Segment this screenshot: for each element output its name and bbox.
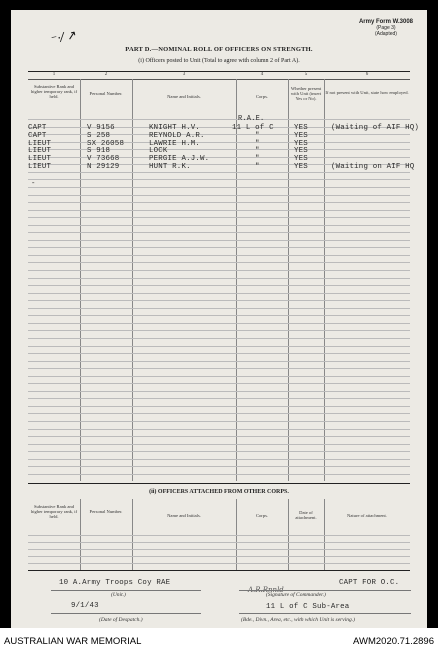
row-corps: " bbox=[255, 147, 260, 156]
unit-value: 10 A.Army Troops Coy RAE bbox=[59, 579, 171, 587]
row-rule bbox=[28, 383, 410, 384]
row-rule bbox=[28, 315, 410, 316]
officers-posted-grid bbox=[28, 79, 410, 481]
row-name: PERGIE A.J.W. bbox=[149, 155, 210, 164]
row-name: HUNT R.K. bbox=[149, 163, 191, 171]
row-rule bbox=[28, 549, 410, 550]
row-rule bbox=[28, 398, 410, 399]
row-rule bbox=[28, 157, 410, 158]
row-rank: LIEUT bbox=[28, 139, 52, 148]
row-rule bbox=[28, 142, 410, 143]
row-rank: CAPT bbox=[28, 131, 47, 140]
row-rule bbox=[28, 179, 410, 180]
attached-header-nature: Nature of attachment. bbox=[347, 513, 387, 518]
attached-header-personal: Personal Number. bbox=[89, 509, 123, 514]
row-rule bbox=[28, 556, 410, 557]
row-corps: " bbox=[255, 131, 260, 140]
row-rank: CAPT bbox=[28, 124, 47, 132]
row-rule bbox=[28, 376, 410, 377]
archive-footer bbox=[0, 628, 438, 653]
col-num-5: 5 bbox=[304, 72, 308, 77]
row-number: S 258 bbox=[87, 131, 111, 140]
row-rule bbox=[28, 542, 410, 543]
row-rule bbox=[28, 368, 410, 369]
row-rule bbox=[28, 451, 410, 452]
row-number: V 73668 bbox=[87, 155, 120, 164]
attached-header-rank: Substantive Rank and higher temporary rank, if held. bbox=[30, 504, 78, 520]
row-rule bbox=[28, 346, 410, 347]
row-rule bbox=[28, 338, 410, 339]
row-rule bbox=[28, 225, 410, 226]
row-present: YES bbox=[294, 163, 308, 171]
row-rule bbox=[28, 353, 410, 354]
row-name: LAWRIE H.M. bbox=[149, 139, 200, 148]
signature-line bbox=[239, 590, 411, 591]
row-rule bbox=[28, 323, 410, 324]
form-number: Army Form W.3008 bbox=[358, 19, 413, 25]
row-corps: " bbox=[255, 139, 260, 148]
row-rank: LIEUT bbox=[28, 163, 52, 171]
attached-header-corps: Corps. bbox=[255, 513, 269, 518]
row-note: (Waiting of AIF HQ) bbox=[331, 124, 420, 132]
row-number: N 29129 bbox=[87, 163, 120, 171]
area-line bbox=[239, 613, 411, 614]
col-num-4: 4 bbox=[260, 72, 264, 77]
row-rule bbox=[28, 406, 410, 407]
row-rank: LIEUT bbox=[28, 155, 52, 164]
row-present: YES bbox=[294, 124, 308, 132]
attached-title: (ii) OFFICERS ATTACHED FROM OTHER CORPS. bbox=[149, 489, 289, 495]
row-rule bbox=[28, 474, 410, 475]
row-rule bbox=[28, 300, 410, 301]
section-rule bbox=[28, 483, 410, 484]
signature-caption: (Signature of Commander.) bbox=[266, 592, 326, 598]
row-rule bbox=[28, 195, 410, 196]
header-personal-number: Personal Number. bbox=[89, 91, 123, 96]
area-caption: (Bde., Divn., Area, etc., with which Unit is serving.) bbox=[241, 617, 355, 623]
signature-title: CAPT FOR O.C. bbox=[339, 579, 400, 587]
row-rank: LIEUT bbox=[28, 147, 52, 156]
unit-line bbox=[51, 590, 201, 591]
archive-name: AUSTRALIAN WAR MEMORIAL bbox=[4, 636, 142, 647]
header-name: Name and Initials. bbox=[167, 94, 201, 99]
row-rule bbox=[28, 149, 410, 150]
footer-rule bbox=[28, 570, 410, 571]
row-rule bbox=[28, 436, 410, 437]
row-corps: " bbox=[255, 163, 260, 171]
row-rule bbox=[28, 202, 410, 203]
form-page: (Page 3) bbox=[376, 25, 396, 31]
row-rule bbox=[28, 247, 410, 248]
form-header bbox=[359, 19, 413, 37]
archive-id: AWM2020.71.2896 bbox=[353, 636, 434, 647]
row-rule bbox=[28, 240, 410, 241]
corps-note: R.A.E. bbox=[238, 115, 265, 123]
row-rule bbox=[28, 134, 410, 135]
row-rule bbox=[28, 262, 410, 263]
area-value: 11 L of C Sub-Area bbox=[266, 603, 350, 611]
col-num-1: 1 bbox=[52, 72, 56, 77]
row-rule bbox=[28, 361, 410, 362]
unit-caption: (Unit.) bbox=[111, 592, 126, 598]
pen-mark: ⁻·⁄ ↗ bbox=[49, 27, 79, 47]
col-num-2: 2 bbox=[104, 72, 108, 77]
row-rule bbox=[28, 293, 410, 294]
row-rule bbox=[28, 270, 410, 271]
date-caption: (Date of Despatch.) bbox=[99, 617, 143, 623]
row-rule bbox=[28, 217, 410, 218]
row-name: LOCK bbox=[149, 147, 168, 156]
form-adapted: (Adapted) bbox=[375, 31, 397, 37]
row-rule bbox=[28, 421, 410, 422]
row-rule bbox=[28, 413, 410, 414]
row-corps: " bbox=[255, 155, 260, 164]
row-rule bbox=[28, 255, 410, 256]
col-num-6: 6 bbox=[365, 72, 369, 77]
header-present: Whether present with Unit (insert Yes or No). bbox=[290, 86, 322, 102]
row-rule bbox=[28, 119, 410, 120]
row-rule bbox=[28, 535, 410, 536]
row-rule bbox=[28, 210, 410, 211]
header-employed: If not present with Unit, state how employed. bbox=[325, 90, 409, 95]
stray-dash: - bbox=[31, 180, 36, 188]
row-number: S 918 bbox=[87, 147, 111, 156]
row-rule bbox=[28, 232, 410, 233]
commander-signature: A.R.Rnnld bbox=[248, 586, 284, 594]
row-rule bbox=[28, 172, 410, 173]
row-number: SX 26058 bbox=[87, 139, 125, 148]
row-present: YES bbox=[294, 155, 308, 164]
row-present: YES bbox=[294, 147, 308, 156]
row-rule bbox=[28, 285, 410, 286]
attached-header-name: Name and Initials. bbox=[167, 513, 201, 518]
document-sheet bbox=[11, 10, 427, 628]
row-rule bbox=[28, 278, 410, 279]
attached-header-date: Date of attachment. bbox=[295, 510, 317, 521]
row-present: YES bbox=[294, 139, 308, 148]
row-number: V 9156 bbox=[87, 124, 115, 132]
header-rank: Substantive Rank and higher temporary rank, if held. bbox=[30, 84, 78, 100]
col-num-3: 3 bbox=[182, 72, 186, 77]
row-rule bbox=[28, 308, 410, 309]
row-rule bbox=[28, 330, 410, 331]
row-note: (Waiting on AIF HQ bbox=[331, 163, 415, 171]
date-line bbox=[51, 613, 201, 614]
despatch-date-value: 9/1/43 bbox=[71, 602, 99, 610]
row-present: YES bbox=[294, 131, 308, 140]
part-subtitle: (i) Officers posted to Unit (Total to agree with column 2 of Part A). bbox=[138, 58, 300, 64]
row-rule bbox=[28, 466, 410, 467]
row-rule bbox=[28, 429, 410, 430]
row-rule bbox=[28, 563, 410, 564]
row-name: REYNOLD A.R. bbox=[149, 131, 205, 140]
row-rule bbox=[28, 444, 410, 445]
row-rule bbox=[28, 187, 410, 188]
row-corps: 11 L of C bbox=[232, 124, 274, 132]
row-name: KNIGHT H.V. bbox=[149, 124, 200, 132]
row-rule bbox=[28, 459, 410, 460]
row-rule bbox=[28, 391, 410, 392]
part-title: PART D.—NOMINAL ROLL OF OFFICERS ON STRENGTH. bbox=[125, 46, 313, 53]
header-corps: Corps. bbox=[255, 94, 269, 99]
